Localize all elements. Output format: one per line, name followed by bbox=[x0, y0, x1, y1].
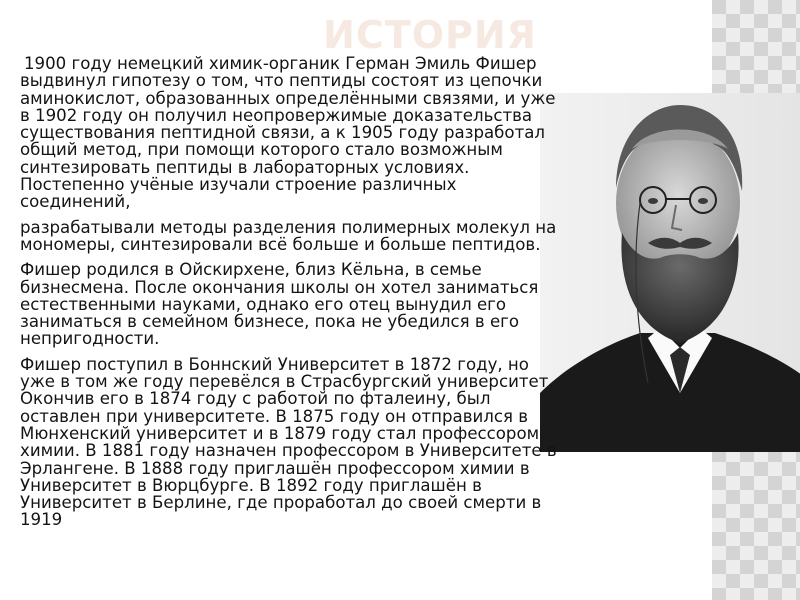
body-text bbox=[20, 55, 560, 537]
slide-title: ИСТОРИЯ bbox=[323, 13, 537, 57]
paragraph-4: Фишер поступил в Боннский Университет в 1872 году, но уже в том же году перевёлся в Страсбургский университет. Окончив его в 1874 году с работой по фталеину, был оставлен при университете. В 1875 году он отправился в Мюнхенский университет и в 1879 году стал профессором химии. В 1881 году назначен профессором в Университете в Эрлангене. В 1888 году приглашён профессором химии в Университет в Вюрцбурге. В 1892 году приглашён в Университет в Берлине, где проработал до своей смерти в 1919 bbox=[20, 354, 557, 530]
paragraph-1: 1900 году немецкий химик-органик Герман Эмиль Фишер выдвинул гипотезу о том, что пептиды состоят из цепочки аминокислот, образованных определёнными связями, и уже в 1902 году он получил неопровержимые доказательства существования пептидной связи, а к 1905 году разработал общий метод, при помощи которого стало возможным синтезировать пептиды в лабораторных условиях. Постепенно учёные изучали строение различных соединений, bbox=[20, 54, 556, 212]
paragraph-3: Фишер родился в Ойскирхене, близ Кёльна, в семье бизнесмена. После окончания школы он хотел заниматься естественными науками, однако его отец вынудил его заниматься в семейном бизнесе, пока не убедился в его непригодности. bbox=[20, 260, 539, 349]
portrait-photo bbox=[540, 93, 800, 452]
paragraph-2: разрабатывали методы разделения полимерных молекул на мономеры, синтезировали всё больше и больше пептидов. bbox=[20, 217, 557, 254]
